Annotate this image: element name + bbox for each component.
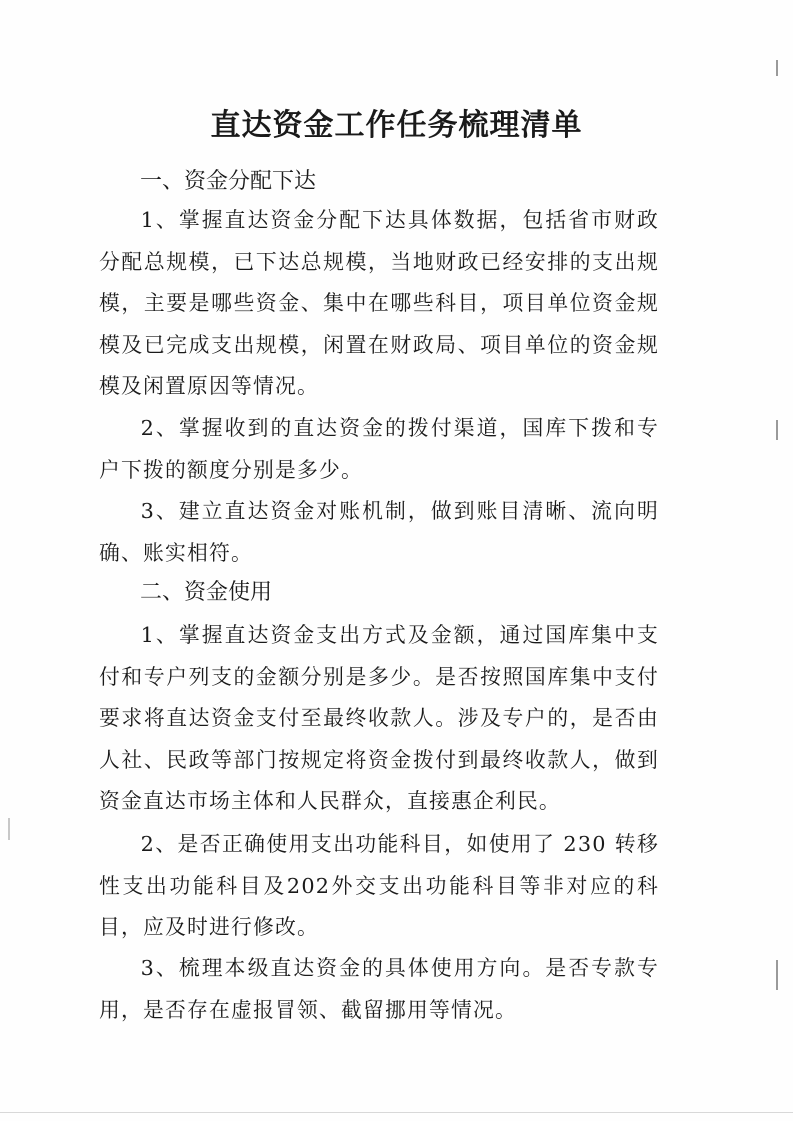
document-title: 直达资金工作任务梳理清单 [210, 108, 583, 143]
scan-edge-mark [8, 818, 10, 840]
allocation-paragraph-3: 3、建立直达资金对账机制，做到账目清晰、流向明确、账实相符。 [99, 499, 659, 565]
usage-paragraph-1: 1、掌握直达资金支出方式及金额，通过国库集中支付和专户列支的金额分别是多少。是否按照国库集中支付要求将直达资金支付至最终收款人。涉及专户的，是否由人社、民政等部门按规定将资金拨付到最终收款人，做到资金直达市场主体和人民群众，直接惠企利民。 [99, 623, 659, 814]
allocation-paragraph-1: 1、掌握直达资金分配下达具体数据，包括省市财政分配总规模，已下达总规模，当地财政已经安排的支出规模，主要是哪些资金、集中在哪些科目，项目单位资金规模及已完成支出规模，闲置在财政局、项目单位的资金规模及闲置原因等情况。 [99, 208, 659, 399]
usage-paragraph-3: 3、梳理本级直达资金的具体使用方向。是否专款专用，是否存在虚报冒领、截留挪用等情况。 [99, 956, 659, 1022]
usage-paragraph-2: 2、是否正确使用支出功能科目，如使用了 230 转移性支出功能科目及202外交支出功能科目等非对应的科目，应及时进行修改。 [99, 832, 659, 940]
scan-bottom-edge [0, 1112, 793, 1113]
allocation-paragraph-2: 2、掌握收到的直达资金的拨付渠道，国库下拨和专户下拨的额度分别是多少。 [99, 416, 659, 482]
scan-edge-mark [776, 960, 778, 990]
scan-edge-mark [776, 420, 778, 440]
section-heading-usage: 二、资金使用 [140, 580, 273, 605]
section-heading-allocation: 一、资金分配下达 [140, 169, 317, 194]
scan-edge-mark [776, 60, 778, 76]
